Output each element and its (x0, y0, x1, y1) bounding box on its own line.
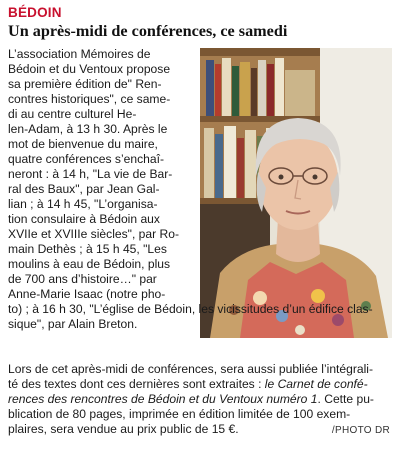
publication-title: le Carnet de confé- (264, 377, 368, 391)
photo-credit: /PHOTO DR (331, 425, 390, 436)
column-line: moulins à eau de Bédoin, plus (8, 257, 171, 271)
column-line: L’association Mémoires de (8, 47, 151, 61)
column-line: Bédoin et du Ventoux propose (8, 62, 171, 76)
para2-line-5: plaires, sera vendue au prix public de 15 €. (8, 422, 239, 436)
publication-title-cont: rences des rencontres de Bédoin et du Ventoux numéro 1 (8, 392, 318, 406)
column-line: Anne-Marie Isaac (notre pho- (8, 287, 166, 301)
column-line: neront : à 14 h, "La vie de Bar- (8, 167, 173, 181)
para2-line-1: Lors de cet après-midi de conférences, sera aussi publiée l’intégrali- (8, 362, 374, 376)
column-line: main Dethès ; à 15 h 45, "Les (8, 242, 167, 256)
para2-text: . Cette pu- (317, 392, 374, 406)
column-line: sa première édition de" Ren- (8, 77, 162, 91)
para2-text: té des textes dont ces dernières sont extraites : (8, 377, 265, 391)
column-line: ral des Baux", par Jean Gal- (8, 182, 160, 196)
para2-line-2 (8, 377, 392, 392)
column-line: contres historiques", ce same- (8, 92, 171, 106)
para2-line-3 (8, 392, 392, 407)
full-line: sique", par Alain Breton. (8, 317, 138, 331)
column-line: quatre conférences s’enchaî- (8, 152, 164, 166)
article-kicker: BÉDOIN (8, 5, 62, 20)
column-line: mot de bienvenue du maire, (8, 137, 158, 151)
column-line: di au centre culturel He- (8, 107, 137, 121)
full-line: to) ; à 16 h 30, "L’église de Bédoin, les vicissitudes d’un édifice clas- (8, 302, 373, 316)
article-headline: Un après-midi de conférences, ce samedi (8, 22, 288, 40)
column-line: tion consulaire à Bédoin aux (8, 212, 160, 226)
article-photo (200, 48, 392, 338)
column-line: XVIIe et XVIIIe siècles", par Ro- (8, 227, 179, 241)
column-line: lian ; à 14 h 45, "L’organisa- (8, 197, 158, 211)
para2-line-4: blication de 80 pages, imprimée en édition limitée de 100 exem- (8, 407, 351, 421)
column-line: len-Adam, à 13 h 30. Après le (8, 122, 168, 136)
column-line: de 700 ans d’histoire…" par (8, 272, 157, 286)
